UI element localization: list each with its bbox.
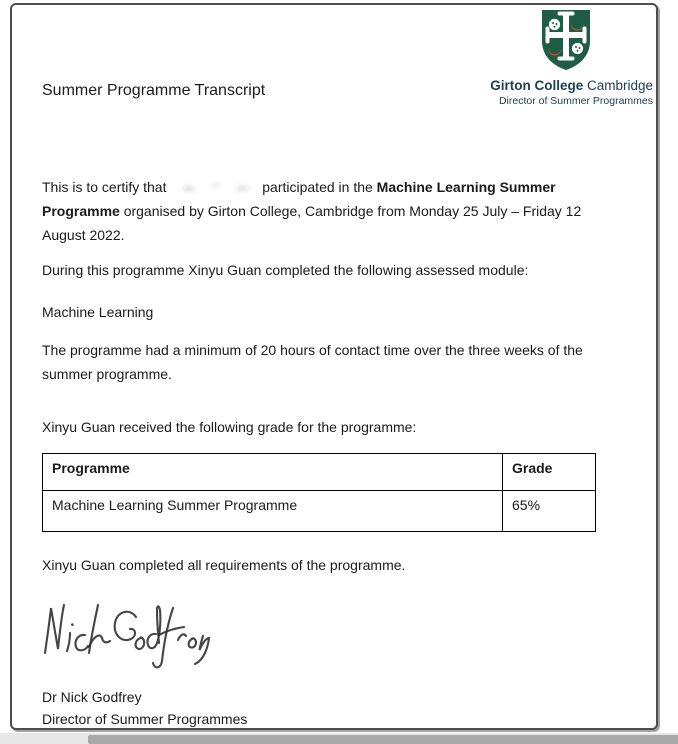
page-title: Summer Programme Transcript [42, 82, 266, 99]
signer-name: Dr Nick Godfrey [42, 689, 142, 705]
module-name: Machine Learning [42, 304, 154, 320]
cell-programme: Machine Learning Summer Programme [43, 491, 503, 532]
redacted-student-name [172, 179, 256, 195]
certify-text-post: organised by Girton College, Cambridge from Monday 25 July – Friday 12 August 2022. [42, 203, 582, 243]
cell-grade: 65% [503, 491, 596, 532]
header-grade: Grade [503, 454, 596, 491]
signer-role: Director of Summer Programmes [42, 711, 248, 727]
grades-table [42, 453, 596, 532]
letterhead-subtitle: Director of Summer Programmes [498, 95, 653, 107]
college-name-line [490, 77, 653, 94]
certify-paragraph [42, 175, 602, 247]
college-name: Girton College [490, 78, 584, 93]
grades-header-row [43, 454, 596, 491]
letterhead [490, 77, 653, 108]
certify-text-mid: participated in the [262, 179, 377, 195]
certify-text-pre: This is to certify that [42, 179, 167, 195]
module-intro: During this programme Xinyu Guan completed the following assessed module: [42, 262, 529, 278]
grade-intro: Xinyu Guan received the following grade for the programme: [42, 419, 417, 435]
programme-name-bold: Machine Learning Summer Programme [42, 179, 556, 219]
signature-block [42, 686, 247, 730]
header-programme: Programme [43, 454, 503, 491]
transcript-page [10, 3, 658, 730]
contact-hours: The programme had a minimum of 20 hours of contact time over the three weeks of the summer programme. [42, 342, 583, 382]
college-city: Cambridge [583, 78, 653, 93]
viewer-bottom-strip [0, 733, 678, 744]
girton-college-crest-icon [540, 8, 592, 72]
signature-handwriting [38, 595, 218, 675]
grades-data-row [43, 491, 596, 532]
completion-statement: Xinyu Guan completed all requirements of the programme. [42, 557, 406, 573]
horizontal-scrollbar-thumb[interactable] [88, 735, 678, 744]
